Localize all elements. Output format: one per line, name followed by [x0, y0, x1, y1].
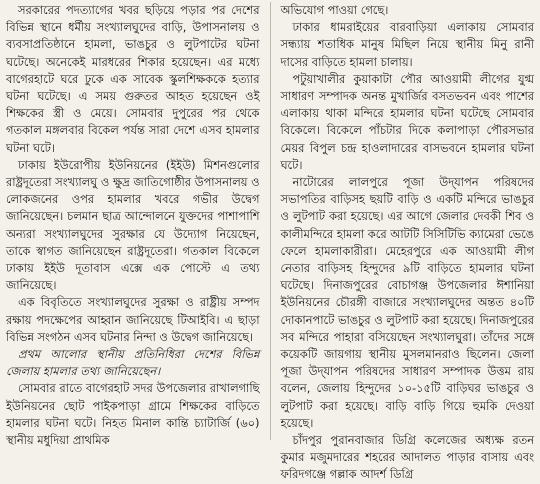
paragraph-italic: প্রথম আলোর স্থানীয় প্রতিনিধিরা দেশের বিভিন্ন জেলায় হামলার তথ্য জানিয়েছেন।	[6, 347, 260, 379]
paragraph: এক বিবৃতিতে সংখ্যালঘুদের সুরক্ষা ও রাষ্ট্রীয় সম্পদ রক্ষায় পদক্ষেপের আহ্বান জানিয়েছে টিআইবি। এ ছাড়া বিভিন্ন সংগঠন এসব ঘটনার নিন্দা ও উদ্বেগ জানিয়েছে।	[6, 295, 260, 344]
paragraph: ঢাকায় ইউরোপীয় ইউনিয়নের (ইইউ) মিশনগুলোর রাষ্ট্রদূতেরা সংখ্যালঘু ও ক্ষুদ্র জাতিগোষ্ঠীর উপাসনালয় ও লোকজনের ওপর হামলার খবরে গভীর উদ্বেগ জানিয়েছেন। চলমান ছাত্র আন্দোলনে যুক্তদের পাশাপাশি অন্যরা সংখ্যালঘুদের সুরক্ষার যে উদ্যোগ নিয়েছেন, তাকে স্বাগত জানিয়েছেন রাষ্ট্রদূতেরা। গতকাল বিকেলে ঢাকায় ইইউ দূতাবাস এক্সে এক পোস্টে এ তথ্য জানিয়েছে।	[6, 157, 260, 293]
column-divider	[270, 2, 271, 440]
paragraph: সরকারের পদত্যাগের খবর ছড়িয়ে পড়ার পর দেশের বিভিন্ন স্থানে ধর্মীয় সংখ্যালঘুদের বাড়ি, উপাসনালয় ও ব্যবসাপ্রতিষ্ঠানে হামলা, ভাঙচুর ও লুটপাটের ঘটনা ঘটেছে। অনেকেই মারধরের শিকার হয়েছেন। এর মধ্যে বাগেরহাটে ঘরে ঢুকে এক সাবেক স্কুলশিক্ষককে হত্যার ঘটনা ঘটেছে। এ সময় গুরুতর আহত হয়েছেন ওই শিক্ষকের স্ত্রী ও মেয়ে। সোমবার দুপুরের পর থেকে গতকাল মঙ্গলবার বিকেল পর্যন্ত সারা দেশে এসব হামলার ঘটনা ঘটে।	[6, 3, 260, 155]
article-right-column	[280, 2, 535, 482]
article-left-column	[6, 2, 260, 448]
paragraph: পটুয়াখালীর কুয়াকাটা পৌর আওয়ামী লীগের যুগ্ম সাধারণ সম্পাদক অনন্ত মুখার্জির বসতভবন এবং পাশের এলাকায় থাকা মন্দিরে হামলার ঘটনা ঘটেছে সোমবার বিকেলে। বিকেলে পাঁচটার দিকে কলাপাড়া পৌরসভার মেয়র বিপুল চন্দ্র হাওলাদারের বাসভবনে হামলার ঘটনা ঘটে।	[280, 71, 534, 172]
paragraph: সোমবার রাতে বাগেরহাট সদর উপজেলার রাখালগাছি ইউনিয়নের ছোট পাইকপাড়া গ্রামে শিক্ষকের বাড়িতে হামলার ঘটনা ঘটে। নিহত মিনাল কান্তি চ্যাটার্জি (৬০) স্থানীয় মধুদিয়া প্রাথমিক	[6, 381, 260, 448]
paragraph: ঢাকার ধামরাইয়ের বারবাড়িয়া এলাকায় সোমবার সন্ধ্যায় শতাধিক মানুষ মিছিল নিয়ে স্থানীয় মিনু রানী দাসের বাড়িতে হামলা চালায়।	[280, 20, 534, 69]
paragraph-continued: অভিযোগ পাওয়া গেছে।	[280, 3, 389, 17]
paragraph: নাটোরের লালপুরে পূজা উদ্‌যাপন পরিষদের সভাপতির বাড়িসহ ছয়টি বাড়ি ও একটি মন্দিরে ভাঙচুর ও লুটপাট করা হয়েছে। এর আগে জেলার দেবকী শিব ও কালীমন্দিরে হামলা করে আটটি সিসিটিভি ক্যামেরা ভেঙে ফেলে হামলাকারীরা। মেহেরপুরে এক আওয়ামী লীগ নেতার বাড়িসহ হিন্দুদের ৯টি বাড়িতে হামলার ঘটনা ঘটেছে। দিনাজপুরের বোচাগঞ্জ উপজেলার ঈশানিয়া ইউনিয়নের চৌরঙ্গী বাজারে সংখ্যালঘুদের অন্তত ৪০টি দোকানপাটে ভাঙচুর ও লুটপাট করা হয়েছে। দিনাজপুরের সব মন্দিরে পাহারা বসিয়েছেন সংখ্যালঘুরা। তাঁদের সঙ্গে কয়েকটি জায়গায় স্থানীয় মুসলমানরাও ছিলেন। জেলা পূজা উদ্‌যাপন পরিষদের সাধারণ সম্পাদক উত্তম রায় বলেন, জেলায় হিন্দুদের ১০-১৫টি বাড়িঘর ভাঙচুর ও লুটপাট করা হয়েছে। বাড়ি বাড়ি গিয়ে হুমকি দেওয়া হয়েছে।	[280, 175, 534, 430]
article-columns	[6, 2, 534, 482]
paragraph: চাঁদপুর পুরানবাজার ডিগ্রি কলেজের অধ্যক্ষ রতন কুমার মজুমদারের শহরের আদালত পাড়ার বাসায় এবং ফরিদগঞ্জে গল্লাক আদর্শ ডিগ্রি	[280, 433, 534, 482]
